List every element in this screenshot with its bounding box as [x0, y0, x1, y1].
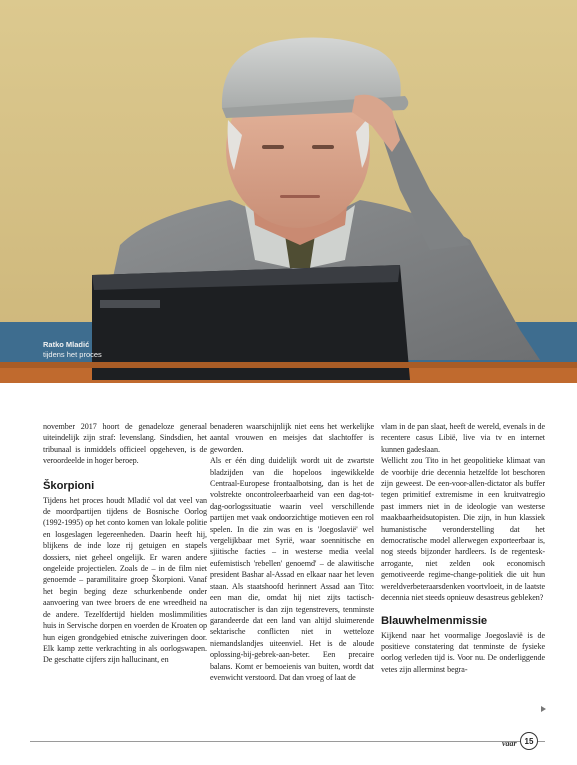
- caption-name: Ratko Mladić: [43, 340, 90, 349]
- caption-text: tijdens het proces: [43, 350, 102, 359]
- section-heading: Škorpioni: [43, 479, 95, 492]
- magazine-logo: vaar: [502, 739, 517, 748]
- paragraph: Tijdens het proces houdt Mladić vol dat veel van de moordpartijen tijdens de Bosnische Oorlog (1992-1995) op het conto komen van lokale politie en losgeslagen legereenheden. Daarin heeft hij, blijkens de inde loze rij getuigen en stapels dossiers, niet geheel ongelijk. Er waren andere ongeleide projectielen. Zoals de – in de film niet genoemde – paramilitaire groep Škorpioni. Vanaf het begin beging deze schurkenbende onder aanvoering van twee broers de ene wreedheid na de andere. Tezelfdertijd hielden moslimmilities huis in Servische dorpen en voerden de Kroaten op hun eigen grondgebied etnische zuiveringen door. Elk kamp zette verkrachting in als oorlogswapen. De geschatte cijfers zijn hallucinant, en: [43, 495, 207, 665]
- paragraph: Wellicht zou Tito in het geopolitieke klimaat van de voorbije drie decennia hetzelfde lot beschoren zijn geweest. De een-voor-allen-dictator als buffer tegen primitief extremisme in een kruitvatregio past immers niet in de ideologie van westerse maakbaarheidsutopisten. Die zijn, in hun klassiek humanistische veronderstelling dat het democratische model allerwegen exporteerbaar is, nog steeds bijzonder hardleers. Is de regentesk-arrogante, niet zelden ook economisch gemotiveerde regime-change-politiek die uit hun wereldverbeteraarsdenken voortvloeit, in de laatste decennia niet steeds opnieuw desastreus gebleken?: [381, 456, 545, 603]
- paragraph: Kijkend naar het voormalige Joegoslavië is de positieve constatering dat tenminste de fysieke oorlog verleden tijd is. Voor nu. De onderliggende vetes zijn allerminst begra-: [381, 630, 545, 674]
- paragraph: november 2017 hoort de genadeloze generaal uiteindelijk zijn straf: levenslang. Sindsdien, het tribunaal is inmiddels officieel opgeheven, is de veroordeelde in hoger beroep.: [43, 422, 207, 466]
- paragraph: Als er één ding duidelijk wordt uit de zwartste bladzijden van die hopeloos ingewikkelde Centraal-Europese frontaalbotsing, dan is het de volstrekte oncontroleerbaarheid van een dag-tot-dag-oorlogssituatie waarin veel verschillende partijen met vaak ondoorzichtige motieven een rol spelen. In die zin was en is 'Joegoslavië' wel vergelijkbaar met Syrië, waar soennitische en sjiitische facties – in westerse media veelal eufemistisch 'rebellen' genoemd' – de alawitische president Bashar al-Assad en elkaar naar het leven staan. Als staatshoofd herinnert Assad aan Tito: een man die, omdat hij niet zijts tactisch-autocratischer is dan zijn tegenstrevers, tenminste garandeerde dat een land van altijd sluimerende sektarische conflicten niet in wetteloze niemandslandjes uiteenviel. Het is de aloude oplossing-bij-gebrek-aan-beter. Een precaire balans. Komt er bemoeienis van buiten, wordt dat evenwicht verstoord. Dat dan vroeg of laat de: [210, 456, 374, 682]
- article-column-3: [381, 421, 545, 675]
- page-number: 15: [520, 732, 538, 750]
- continue-arrow-icon: [541, 706, 546, 712]
- footer-rule: [30, 741, 545, 742]
- article-column-2: [210, 421, 374, 683]
- paragraph: vlam in de pan slaat, heeft de wereld, evenals in de recentere casus Libië, live via tv en internet kunnen gadeslaan.: [381, 422, 545, 454]
- photo-caption: [43, 340, 102, 360]
- paragraph: benaderen waarschijnlijk niet eens het werkelijke aantal vrouwen en meisjes dat slachtoffer is geworden.: [210, 422, 374, 454]
- article-column-1: [43, 421, 207, 666]
- section-heading: Blauwhelmenmissie: [381, 614, 488, 627]
